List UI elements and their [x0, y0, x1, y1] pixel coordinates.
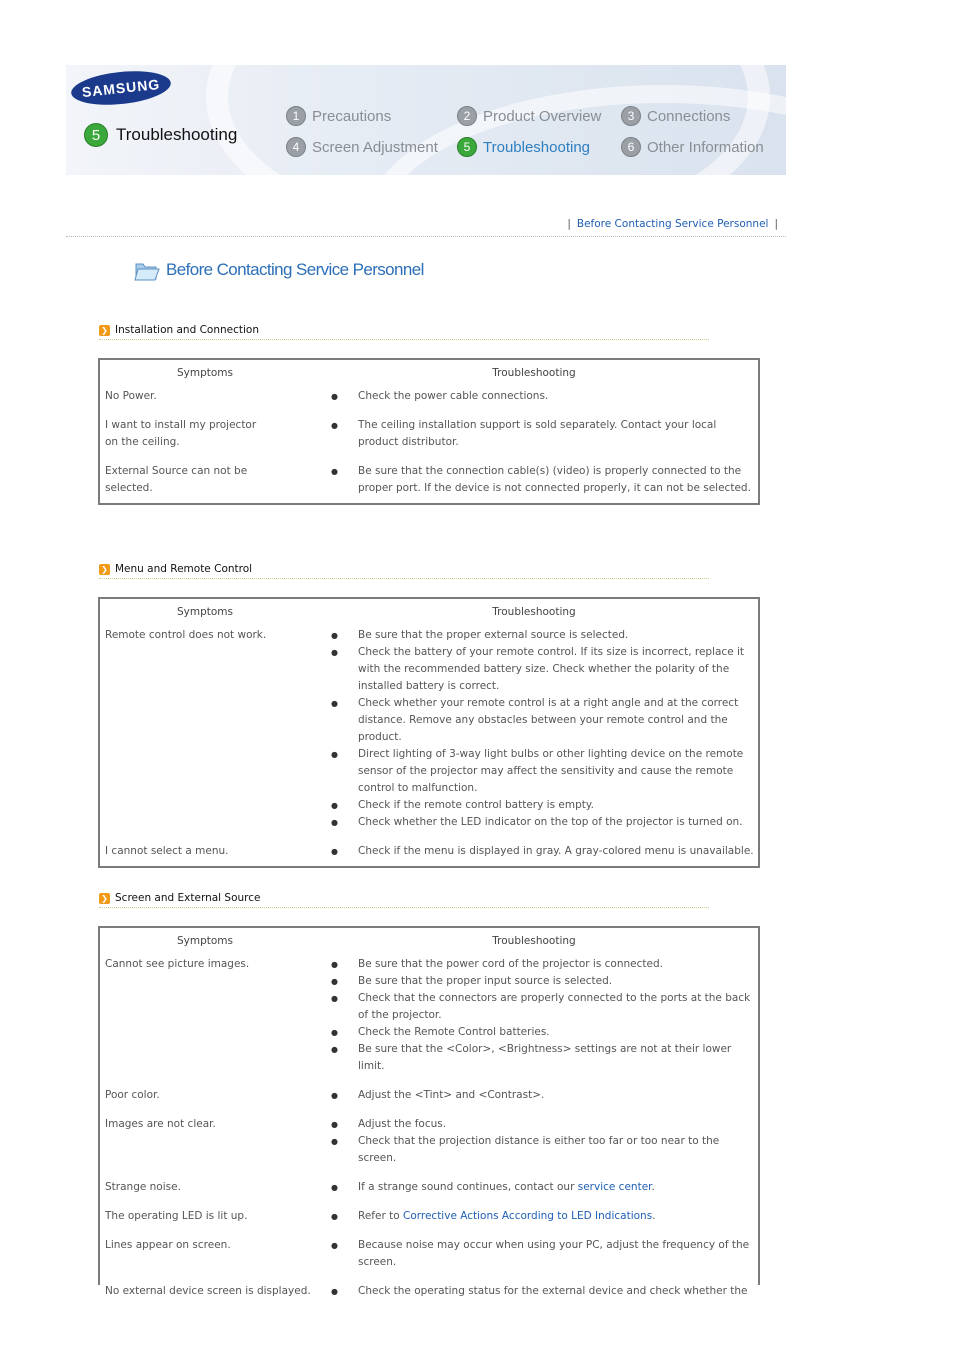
table-row	[100, 841, 758, 866]
fix-list	[330, 1283, 758, 1300]
header-symptoms: Symptoms	[176, 606, 233, 618]
table-row	[100, 1281, 758, 1310]
nav-label: Screen Adjustment	[312, 138, 438, 156]
fix-item: ● Check whether your remote control is at a right angle and at the correct distance. Remove any obstacles between your remote control and the product.	[344, 695, 758, 746]
breadcrumb-separator: |	[567, 218, 571, 230]
symptom-cell: Lines appear on screen.	[105, 1239, 231, 1251]
section-title: Installation and Connection	[115, 324, 259, 336]
table-header	[100, 360, 758, 386]
header-symptoms: Symptoms	[176, 367, 233, 379]
symptom-cell: The operating LED is lit up.	[105, 1210, 248, 1222]
table-row	[100, 1085, 758, 1114]
symptom-cell: Cannot see picture images.	[105, 958, 250, 970]
nav-number-1-icon: 1	[286, 106, 306, 126]
symptom-cell: I want to install my projector on the ceiling.	[105, 419, 257, 448]
fix-text: .	[651, 1181, 655, 1193]
fix-item: ● Check that the projection distance is either too far or too near to the screen.	[344, 1133, 758, 1167]
symptom-cell: I cannot select a menu.	[105, 845, 229, 857]
fix-item: ● Because noise may occur when using your PC, adjust the frequency of the screen.	[344, 1237, 758, 1271]
fix-list	[330, 627, 758, 831]
samsung-logo[interactable]	[70, 67, 173, 109]
fix-item: ● Check that the connectors are properly connected to the ports at the back of the projector.	[344, 990, 758, 1024]
table-row	[100, 415, 758, 461]
logo-text: SAMSUNG	[81, 75, 161, 101]
nav-product-overview[interactable]	[457, 106, 601, 126]
symptom-cell: Strange noise.	[105, 1181, 181, 1193]
fix-item: ● Be sure that the power cord of the projector is connected.	[344, 956, 758, 973]
nav-connections[interactable]	[621, 106, 730, 126]
table-row	[100, 461, 758, 503]
symptom-cell: No Power.	[105, 390, 157, 402]
header-troubleshooting: Troubleshooting	[492, 606, 576, 618]
table-row	[100, 954, 758, 1085]
table-header	[100, 599, 758, 625]
fix-text: .	[652, 1210, 656, 1222]
table-row	[100, 1177, 758, 1206]
folder-icon	[134, 259, 160, 281]
nav-label: Connections	[647, 107, 731, 125]
fix-item: ● Check the power cable connections.	[344, 388, 758, 405]
section-arrow-icon: ❯	[99, 564, 110, 575]
header-troubleshooting: Troubleshooting	[492, 935, 576, 947]
header-banner	[66, 65, 786, 175]
fix-text: If a strange sound continues, contact our	[358, 1181, 578, 1193]
page-title-block	[134, 259, 424, 281]
fix-item	[344, 1208, 758, 1225]
fix-item: ● Check if the remote control battery is empty.	[344, 797, 758, 814]
section-heading-menu-remote	[99, 560, 709, 579]
section-arrow-icon: ❯	[99, 893, 110, 904]
fix-text: Refer to	[358, 1210, 403, 1222]
fix-list	[330, 417, 758, 451]
nav-label: Precautions	[312, 107, 392, 125]
symptom-cell: Remote control does not work.	[105, 629, 267, 641]
fix-list	[330, 1179, 758, 1196]
fix-list	[330, 1116, 758, 1167]
table-header	[100, 928, 758, 954]
fix-list	[330, 1237, 758, 1271]
breadcrumb-separator: |	[774, 218, 778, 230]
fix-list	[330, 388, 758, 405]
symptom-cell: Images are not clear.	[105, 1118, 216, 1130]
section-title: Menu and Remote Control	[115, 563, 253, 575]
fix-list	[330, 956, 758, 1075]
section-arrow-icon: ❯	[99, 325, 110, 336]
nav-label: Other Information	[647, 138, 764, 156]
fix-list	[330, 1087, 758, 1104]
nav-troubleshooting[interactable]	[457, 137, 590, 157]
fix-item: ● Adjust the focus.	[344, 1116, 758, 1133]
table-row	[100, 625, 758, 841]
nav-other-information[interactable]	[621, 137, 764, 157]
nav-label: Troubleshooting	[483, 138, 591, 156]
breadcrumb	[567, 218, 778, 230]
fix-item: ● Be sure that the proper input source is selected.	[344, 973, 758, 990]
symptom-cell: Poor color.	[105, 1089, 160, 1101]
table-row	[100, 1206, 758, 1235]
fix-item: ● Check whether the LED indicator on the top of the projector is turned on.	[344, 814, 758, 831]
fix-item: ● Adjust the <Tint> and <Contrast>.	[344, 1087, 758, 1104]
section-heading-installation	[99, 321, 709, 340]
symptom-cell: No external device screen is displayed.	[105, 1285, 311, 1297]
page-title: Before Contacting Service Personnel	[166, 260, 424, 279]
table-menu-remote	[98, 597, 760, 868]
fix-item: ● Be sure that the proper external source is selected.	[344, 627, 758, 644]
symptom-cell: External Source can not be selected.	[105, 465, 248, 494]
fix-item: ● Check the Remote Control batteries.	[344, 1024, 758, 1041]
fix-item: ● Check if the menu is displayed in gray. A gray-colored menu is unavailable.	[344, 843, 758, 860]
table-installation	[98, 358, 760, 505]
fix-item: ● Check the battery of your remote control. If its size is incorrect, replace it with the recommended battery size. Check whether the polarity of the installed battery is correct.	[344, 644, 758, 695]
table-row	[100, 1114, 758, 1177]
fix-item: ● Be sure that the <Color>, <Brightness> settings are not at their lower limit.	[344, 1041, 758, 1075]
fix-item	[344, 1179, 758, 1196]
fix-item: ● Direct lighting of 3-way light bulbs or other lighting device on the remote sensor of the projector may affect the sensitivity and cause the remote control to malfunction.	[344, 746, 758, 797]
section-title: Screen and External Source	[115, 892, 261, 904]
chapter-label: Troubleshooting	[116, 125, 238, 144]
chapter-number-icon: 5	[84, 123, 108, 147]
fix-item: ● The ceiling installation support is sold separately. Contact your local product distributor.	[344, 417, 758, 451]
header-troubleshooting: Troubleshooting	[492, 367, 576, 379]
nav-number-4-icon: 4	[286, 137, 306, 157]
nav-number-2-icon: 2	[457, 106, 477, 126]
nav-number-5-icon: 5	[457, 137, 477, 157]
header-symptoms: Symptoms	[176, 935, 233, 947]
led-indications-link[interactable]: Corrective Actions According to LED Indications	[402, 1210, 653, 1222]
nav-label: Product Overview	[483, 107, 602, 125]
section-heading-screen-source	[99, 889, 709, 908]
breadcrumb-current-link[interactable]: Before Contacting Service Personnel	[576, 218, 769, 230]
breadcrumb-divider	[66, 236, 786, 237]
chapter-title	[84, 123, 237, 147]
table-screen-source	[98, 926, 760, 1297]
table-row	[100, 1235, 758, 1281]
fix-list	[330, 843, 758, 860]
fix-item: ● Check the operating status for the external device and check whether the	[344, 1283, 758, 1300]
fix-list	[330, 1208, 758, 1225]
nav-screen-adjustment[interactable]	[286, 137, 438, 157]
nav-number-6-icon: 6	[621, 137, 641, 157]
nav-precautions[interactable]	[286, 106, 391, 126]
table-row	[100, 386, 758, 415]
nav-number-3-icon: 3	[621, 106, 641, 126]
service-center-link[interactable]: service center	[577, 1181, 652, 1193]
fix-item: ● Be sure that the connection cable(s) (video) is properly connected to the proper port. If the device is not connected properly, it can not be selected.	[344, 463, 758, 497]
fix-list	[330, 463, 758, 497]
